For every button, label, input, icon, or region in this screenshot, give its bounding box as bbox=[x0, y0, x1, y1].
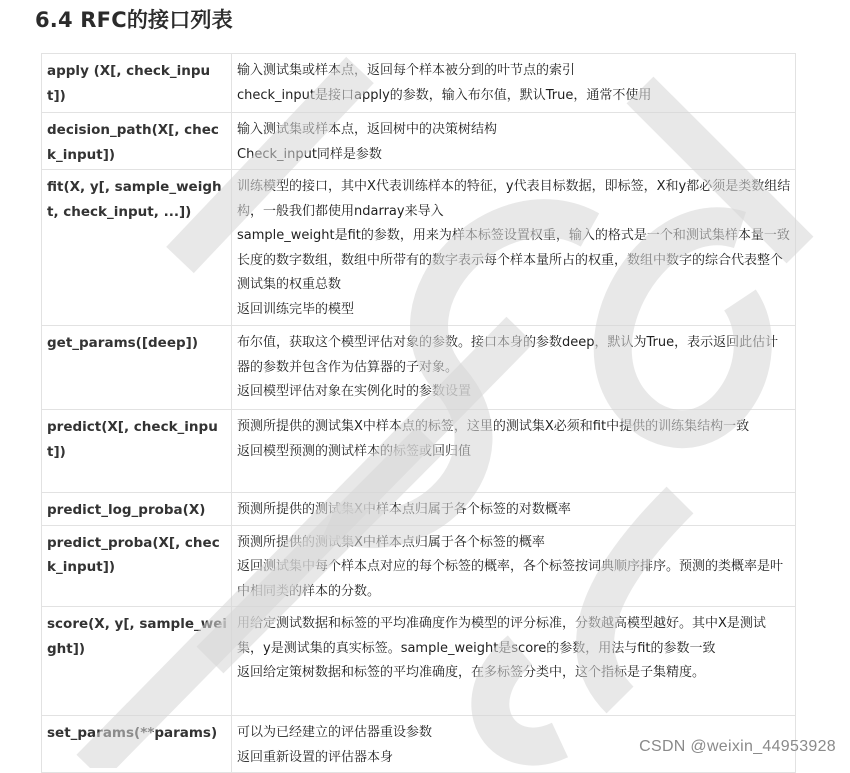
method-name: fit(X, y[, sample_weight, check_input, ...]) bbox=[42, 170, 232, 326]
description-line: Check_input同样是参数 bbox=[237, 146, 382, 162]
description-line: 返回测试集中每个样本点对应的每个标签的概率，各个标签按词典顺序排序。预测的类概率是叶中相同类的样本的分数。 bbox=[237, 559, 784, 599]
method-description bbox=[232, 170, 796, 326]
description-line: 训练模型的接口，其中X代表训练样本的特征，y代表目标数据，即标签，X和y都必须是类数组结构，一般我们都使用ndarray来导入 bbox=[237, 179, 791, 219]
method-name: predict_log_proba(X) bbox=[42, 493, 232, 526]
table-row bbox=[42, 493, 796, 526]
method-description bbox=[232, 607, 796, 716]
method-description bbox=[232, 525, 796, 607]
page-title: 6.4 RFC的接口列表 bbox=[35, 8, 233, 32]
table-row bbox=[42, 525, 796, 607]
method-name: predict_proba(X[, check_input]) bbox=[42, 525, 232, 607]
description-line: 返回训练完毕的模型 bbox=[237, 301, 355, 317]
description-line: 返回重新设置的评估器本身 bbox=[237, 749, 394, 765]
description-line: 预测所提供的测试集X中样本点的标签，这里的测试集X必须和fit中提供的训练集结构一致 bbox=[237, 419, 750, 434]
description-line: 可以为已经建立的评估器重设参数 bbox=[237, 725, 433, 740]
method-description bbox=[232, 113, 796, 170]
description-line: 输入测试集或样本点，返回树中的决策树结构 bbox=[237, 122, 498, 137]
method-name: decision_path(X[, check_input]) bbox=[42, 113, 232, 170]
method-name: get_params([deep]) bbox=[42, 326, 232, 410]
description-line: 布尔值，获取这个模型评估对象的参数。接口本身的参数deep，默认为True，表示返回此估计器的参数并包含作为估算器的子对象。 bbox=[237, 335, 779, 375]
method-name: apply (X[, check_input]) bbox=[42, 54, 232, 113]
csdn-watermark: CSDN @weixin_44953928 bbox=[639, 738, 836, 755]
method-description bbox=[232, 410, 796, 493]
description-line: 返回给定策树数据和标签的平均准确度，在多标签分类中，这个指标是子集精度。 bbox=[237, 665, 706, 680]
table-row bbox=[42, 607, 796, 716]
description-line: 预测所提供的测试集X中样本点归属于各个标签的对数概率 bbox=[237, 502, 571, 517]
method-description bbox=[232, 493, 796, 526]
table-row bbox=[42, 113, 796, 170]
description-line: check_input是接口apply的参数，输入布尔值，默认True，通常不使用 bbox=[237, 87, 652, 103]
description-line: 返回模型评估对象在实例化时的参数设置 bbox=[237, 384, 472, 399]
description-line: 返回模型预测的测试样本的标签或回归值 bbox=[237, 443, 472, 459]
description-line: 预测所提供的测试集X中样本点归属于各个标签的概率 bbox=[237, 534, 545, 550]
method-name: set_params(**params) bbox=[42, 716, 232, 773]
method-description bbox=[232, 54, 796, 113]
table-row bbox=[42, 54, 796, 113]
table-row bbox=[42, 170, 796, 326]
table-row bbox=[42, 410, 796, 493]
description-line: 用给定测试数据和标签的平均准确度作为模型的评分标准，分数越高模型越好。其中X是测试集，y是测试集的真实标签。sample_weight是score的参数，用法与fit的参数一致 bbox=[237, 616, 766, 656]
method-name: predict(X[, check_input]) bbox=[42, 410, 232, 493]
description-line: sample_weight是fit的参数，用来为样本标签设置权重，输入的格式是一个和测试集样本量一致长度的数字数组，数组中所带有的数字表示每个样本量所占的权重，数组中数字的综合代表整个测试集的权重总数 bbox=[237, 228, 790, 292]
table-row bbox=[42, 326, 796, 410]
method-description bbox=[232, 326, 796, 410]
method-name: score(X, y[, sample_weight]) bbox=[42, 607, 232, 716]
api-table bbox=[41, 53, 796, 773]
description-line: 输入测试集或样本点，返回每个样本被分到的叶节点的索引 bbox=[237, 63, 576, 78]
